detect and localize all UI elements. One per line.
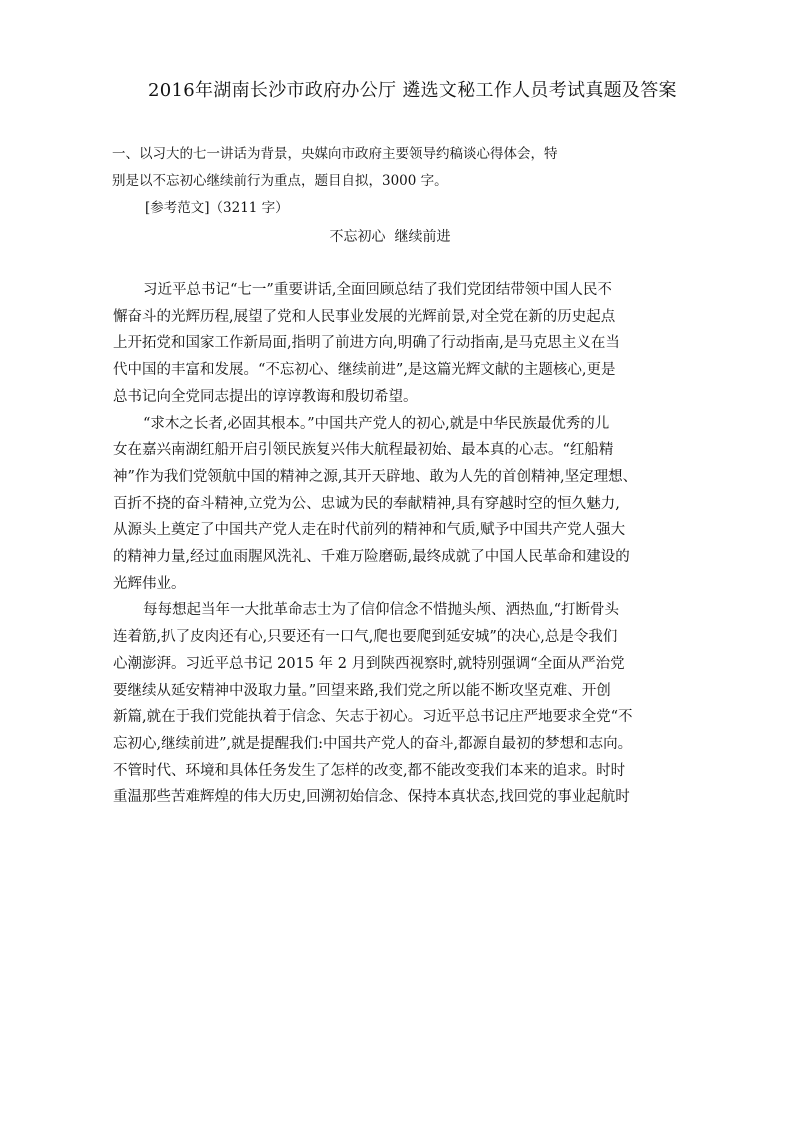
body-line: 连着筋,扒了皮肉还有心,只要还有一口气,爬也要爬到延安城”的决心,总是令我们: [113, 629, 618, 646]
question-line: 别是以不忘初心继续前行为重点，题目自拟，3000 字。: [112, 173, 448, 189]
body-line: 忘初心,继续前进”,就是提醒我们:中国共产党人的奋斗,都源自最初的梦想和志向。: [113, 735, 633, 752]
body-line: 的精神力量,经过血雨腥风洗礼、千难万险磨砺,最终成就了中国人民革命和建设的: [113, 549, 630, 566]
body-line: “求木之长者,必固其根本。”中国共产党人的初心,就是中华民族最优秀的儿: [143, 415, 610, 432]
body-line: 习近平总书记“七一”重要讲话,全面回顾总结了我们党团结带领中国人民不: [143, 282, 612, 298]
body-line: 上开拓党和国家工作新局面,指明了前进方向,明确了行动指南,是马克思主义在当: [113, 335, 620, 352]
body-line: 要继续从延安精神中汲取力量。”回望来路,我们党之所以能不断攻坚克难、开创: [113, 682, 611, 699]
document-title: 2016年湖南长沙市政府办公厅 遴选文秘工作人员考试真题及答案: [148, 80, 677, 101]
reference-label: [参考范文]（3211 字）: [145, 200, 289, 216]
body-line: 光辉伟业。: [113, 575, 186, 592]
body-line: 代中国的丰富和发展。“不忘初心、继续前进”,是这篇光辉文献的主题核心,更是: [113, 362, 616, 379]
body-line: 重温那些苦难辉煌的伟大历史,回溯初始信念、保持本真状态,找回党的事业起航时: [113, 789, 630, 806]
body-line: 新篇,就在于我们党能执着于信念、矢志于初心。习近平总书记庄严地要求全党“不: [113, 709, 633, 726]
body-line: 百折不挠的奋斗精神,立党为公、忠诚为民的奉献精神,具有穿越时空的恒久魅力,: [113, 495, 620, 512]
body-line: 懈奋斗的光辉历程,展望了党和人民事业发展的光辉前景,对全党在新的历史起点: [113, 308, 616, 325]
question-line: 一、以习大的七一讲话为背景，央媒向市政府主要领导约稿谈心得体会，特: [112, 146, 558, 162]
body-line: 神”作为我们党领航中国的精神之源,其开天辟地、敢为人先的首创精神,坚定理想、: [113, 468, 638, 485]
body-line: 从源头上奠定了中国共产党人走在时代前列的精神和气质,赋予中国共产党人强大: [113, 522, 626, 539]
body-line: 每每想起当年一大批革命志士为了信仰信念不惜抛头颅、洒热血,“打断骨头: [143, 602, 620, 619]
question-block: [112, 141, 632, 195]
body-line: 总书记向全党同志提出的谆谆教诲和殷切希望。: [113, 388, 418, 405]
body-line: 心潮澎湃。习近平总书记 2015 年 2 月到陕西视察时,就特别强调“全面从严治党: [113, 655, 625, 672]
essay-title: 不忘初心 继续前进: [329, 229, 451, 245]
body-line: 女在嘉兴南湖红船开启引领民族复兴伟大航程最初始、最本真的心志。“红船精: [113, 442, 614, 459]
body-line: 不管时代、环境和具体任务发生了怎样的改变,都不能改变我们本来的追求。时时: [113, 762, 626, 779]
essay-body: [113, 277, 638, 811]
